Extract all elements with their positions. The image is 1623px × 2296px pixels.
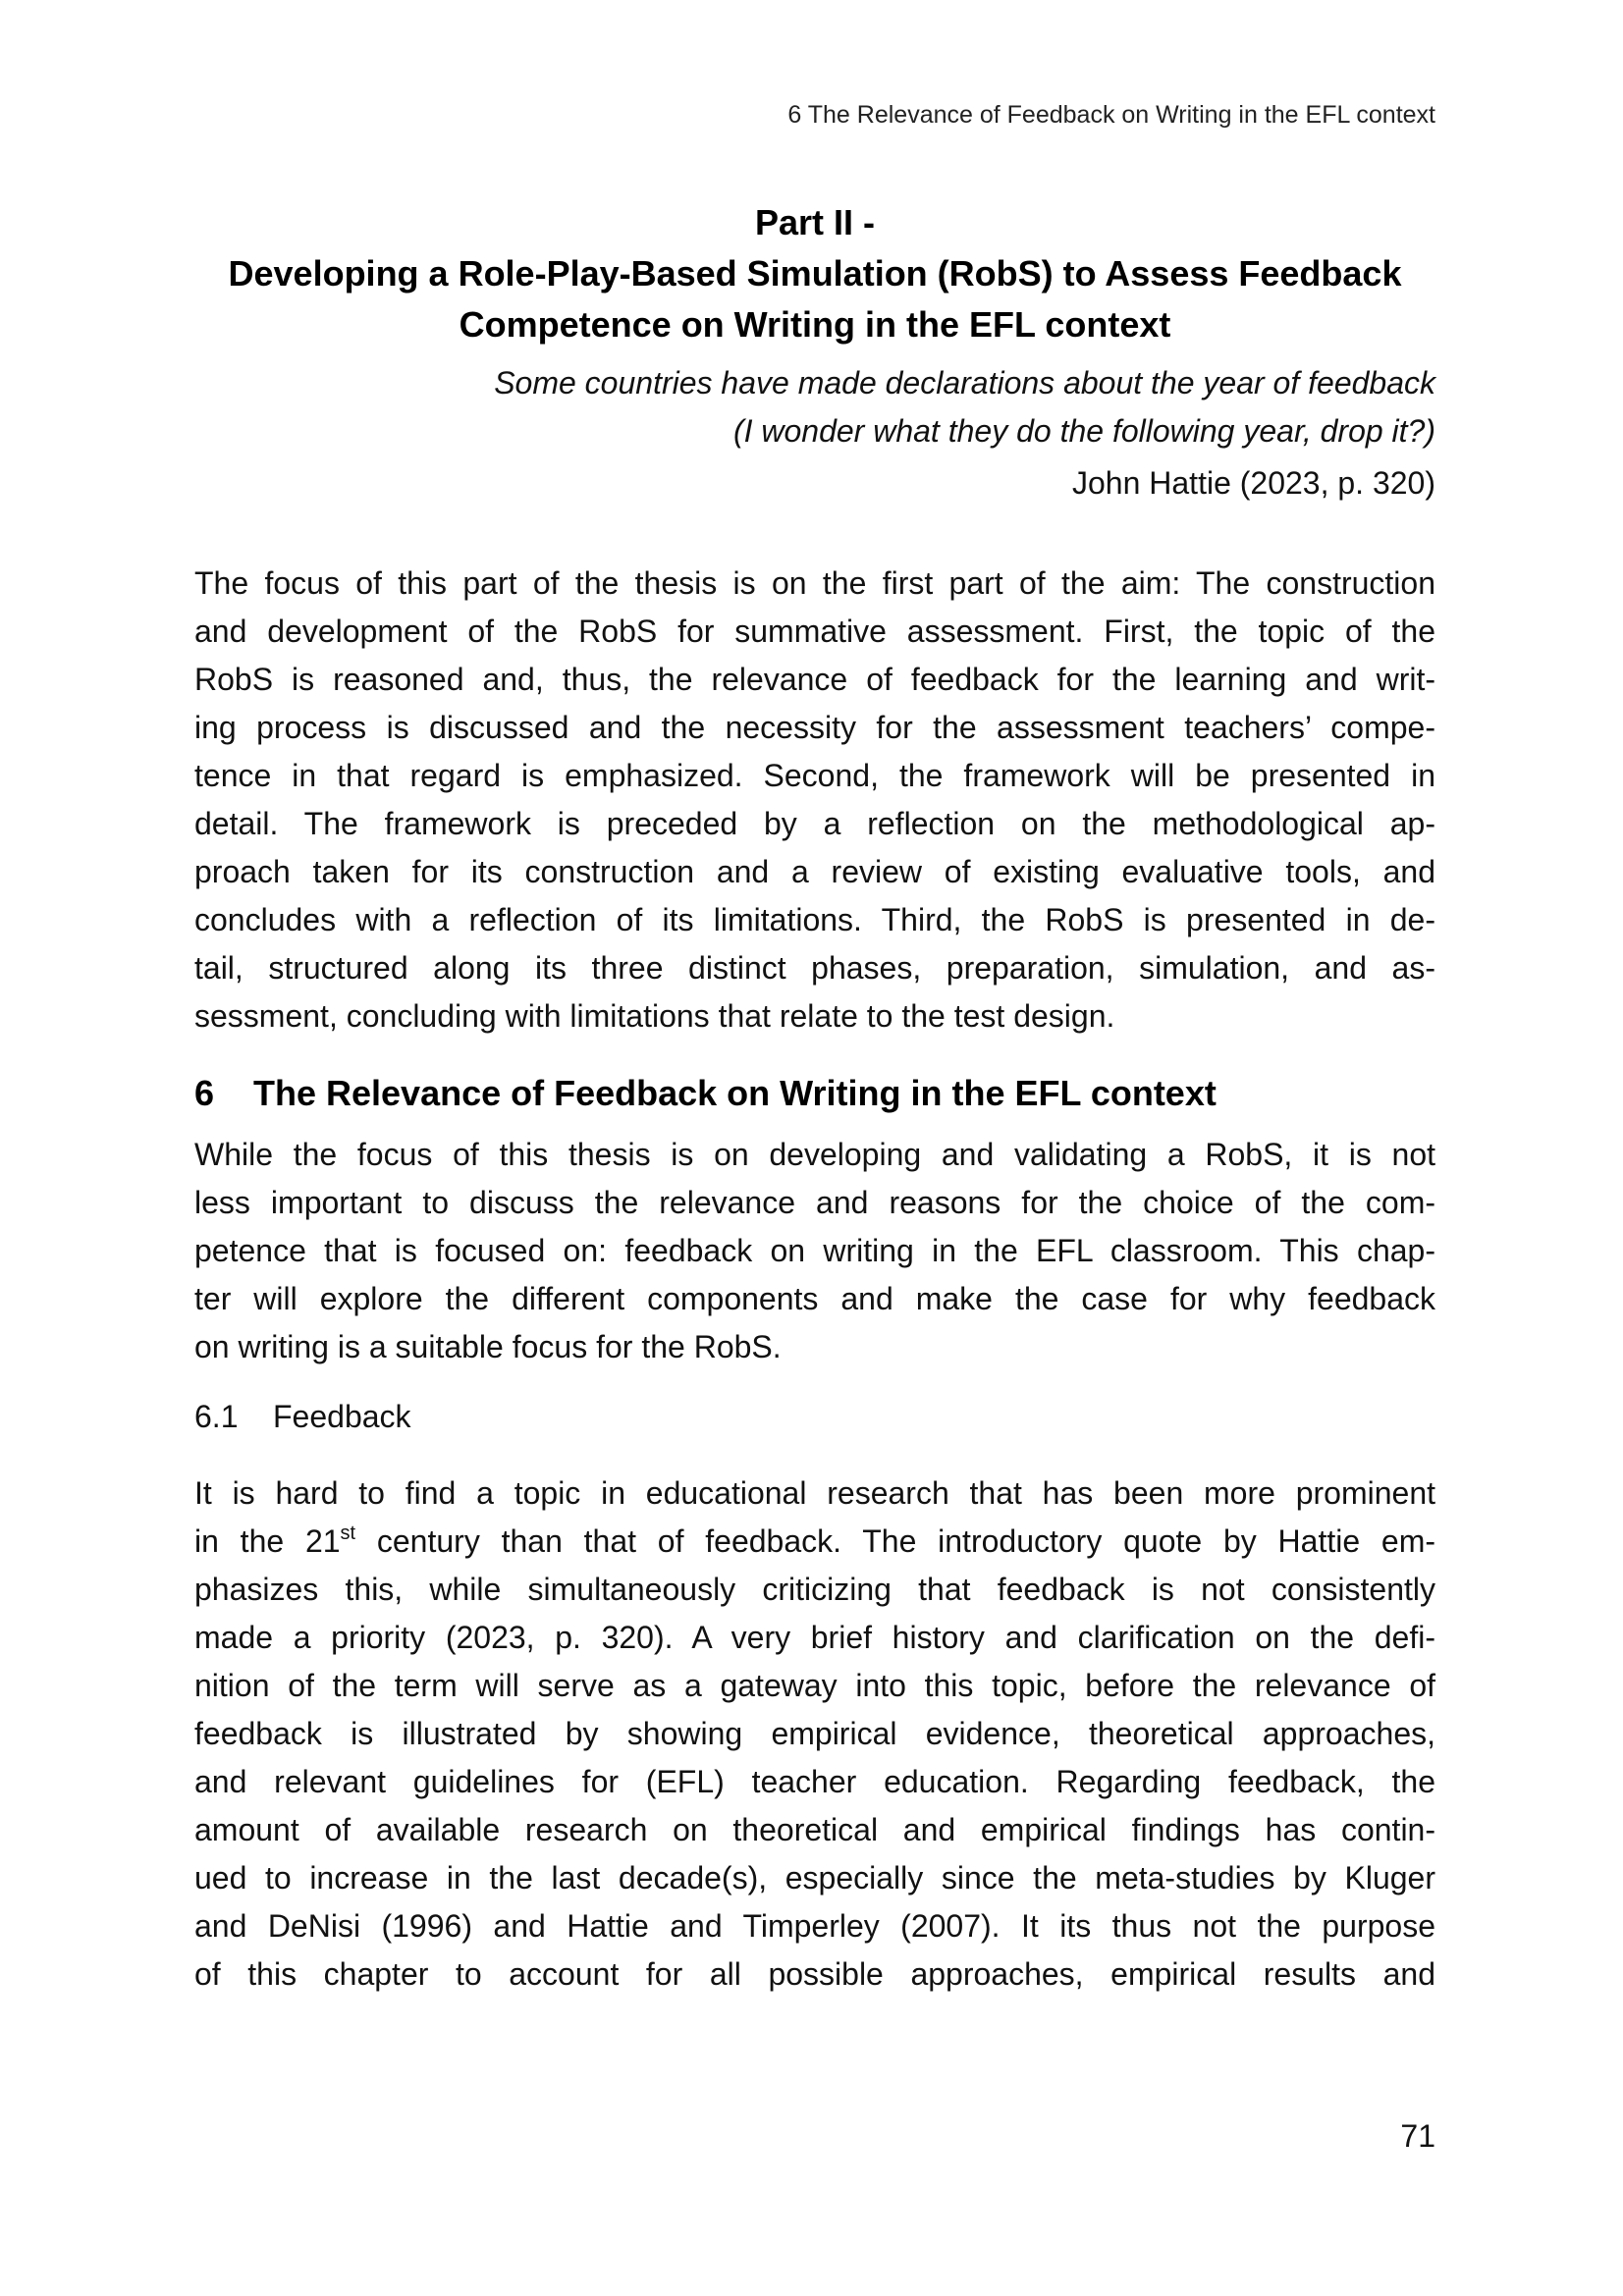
section-title: Feedback bbox=[273, 1399, 411, 1434]
text-line: proach taken for its construction and a review of existing evaluative tools, and bbox=[194, 854, 1435, 889]
feedback-paragraph bbox=[194, 1469, 1435, 1999]
section-number: 6.1 bbox=[194, 1399, 239, 1434]
chapter-title: The Relevance of Feedback on Writing in the EFL context bbox=[253, 1073, 1217, 1113]
epigraph-attribution: John Hattie (2023, p. 320) bbox=[1071, 465, 1435, 501]
text-line: petence that is focused on: feedback on writing in the EFL classroom. This chap- bbox=[194, 1233, 1435, 1268]
text-line: RobS is reasoned and, thus, the relevance of feedback for the learning and writ- bbox=[194, 662, 1435, 697]
text-line: sessment, concluding with limitations that relate to the test design. bbox=[194, 998, 1115, 1034]
text-line: ing process is discussed and the necessity for the assessment teachers’ compe- bbox=[194, 710, 1435, 745]
running-header: 6 The Relevance of Feedback on Writing in the EFL context bbox=[787, 101, 1435, 129]
text-line: The focus of this part of the thesis is on the first part of the aim: The construction bbox=[194, 565, 1435, 601]
part-title-line: Developing a Role-Play-Based Simulation (RobS) to Assess Feedback bbox=[228, 253, 1402, 294]
page-number: 71 bbox=[1400, 2118, 1435, 2154]
text-line: and DeNisi (1996) and Hattie and Timperley (2007). It its thus not the purpose bbox=[194, 1908, 1435, 1944]
section-heading bbox=[194, 1393, 411, 1441]
text-line: on writing is a suitable focus for the RobS. bbox=[194, 1329, 782, 1364]
text-line: While the focus of this thesis is on developing and validating a RobS, it is not bbox=[194, 1137, 1435, 1172]
text-line: tail, structured along its three distinct phases, preparation, simulation, and as- bbox=[194, 950, 1435, 986]
text-line: tence in that regard is emphasized. Second, the framework will be presented in bbox=[194, 758, 1435, 793]
text-line: less important to discuss the relevance and reasons for the choice of the com- bbox=[194, 1185, 1435, 1220]
text-line: amount of available research on theoretical and empirical findings has contin- bbox=[194, 1812, 1435, 1847]
text-line: It is hard to find a topic in educational research that has been more prominent bbox=[194, 1475, 1435, 1511]
text-line: feedback is illustrated by showing empirical evidence, theoretical approaches, bbox=[194, 1716, 1435, 1751]
text-line: phasizes this, while simultaneously criticizing that feedback is not consistently bbox=[194, 1572, 1435, 1607]
part-title-line: Part II - bbox=[754, 202, 876, 242]
epigraph-quote-line: (I wonder what they do the following year, drop it?) bbox=[732, 413, 1435, 449]
text-line: nition of the term will serve as a gateway into this topic, before the relevance of bbox=[194, 1668, 1435, 1703]
part-title bbox=[194, 197, 1435, 350]
epigraph-quote-line: Some countries have made declarations about the year of feedback bbox=[494, 365, 1435, 400]
text-line: ter will explore the different components and make the case for why feedback bbox=[194, 1281, 1435, 1316]
chapter-intro-paragraph bbox=[194, 1131, 1435, 1371]
text-line: and relevant guidelines for (EFL) teacher education. Regarding feedback, the bbox=[194, 1764, 1435, 1799]
text-fragment: century than that of feedback. The introductory quote by Hattie em- bbox=[355, 1523, 1436, 1559]
page bbox=[194, 0, 1435, 2296]
superscript: st bbox=[340, 1522, 356, 1544]
text-line: detail. The framework is preceded by a reflection on the methodological ap- bbox=[194, 806, 1435, 841]
text-fragment: in the 21 bbox=[194, 1523, 341, 1559]
text-line: of this chapter to account for all possible approaches, empirical results and bbox=[194, 1956, 1435, 1992]
chapter-number: 6 bbox=[194, 1073, 215, 1113]
text-line: and development of the RobS for summative assessment. First, the topic of the bbox=[194, 614, 1435, 649]
text-line: made a priority (2023, p. 320). A very brief history and clarification on the defi- bbox=[194, 1620, 1435, 1655]
intro-paragraph bbox=[194, 560, 1435, 1041]
epigraph bbox=[494, 359, 1435, 507]
text-line: concludes with a reflection of its limitations. Third, the RobS is presented in de- bbox=[194, 902, 1435, 937]
part-title-line: Competence on Writing in the EFL context bbox=[459, 304, 1171, 345]
text-line: ued to increase in the last decade(s), especially since the meta-studies by Kluger bbox=[194, 1860, 1435, 1896]
text-line bbox=[194, 1518, 1435, 1566]
chapter-heading bbox=[194, 1069, 1217, 1118]
